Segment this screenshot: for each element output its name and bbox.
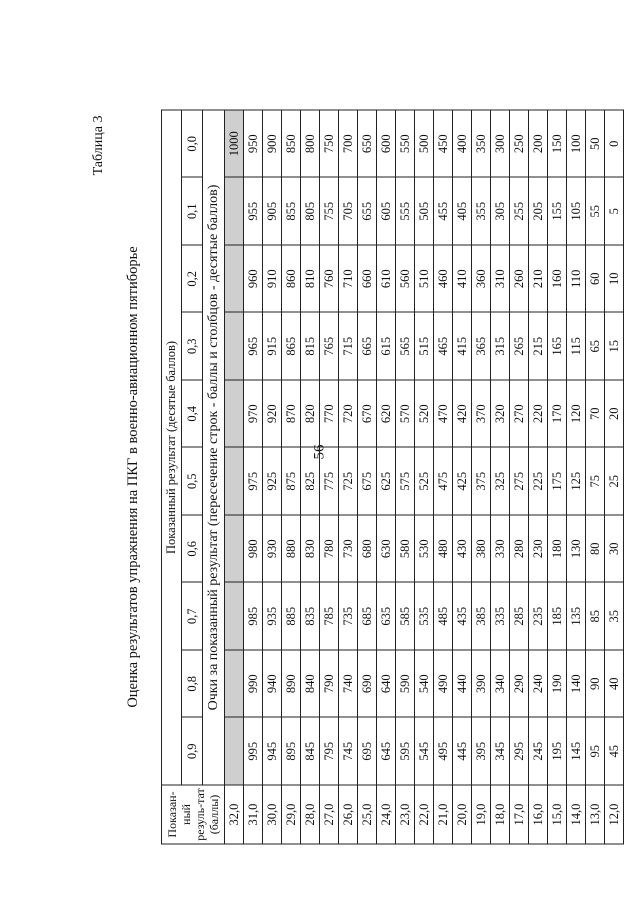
table-cell: 660 bbox=[358, 245, 377, 313]
table-cell: 805 bbox=[301, 178, 320, 246]
table-cell: 340 bbox=[491, 650, 510, 718]
table-cell: 620 bbox=[377, 380, 396, 448]
table-cell: 780 bbox=[320, 515, 339, 583]
table-cell: 675 bbox=[358, 448, 377, 516]
table-cell: 1000 bbox=[225, 110, 244, 178]
row-label: 20,0 bbox=[453, 785, 472, 844]
table-cell: 120 bbox=[567, 380, 586, 448]
table-cell: 835 bbox=[301, 583, 320, 651]
table-cell: 400 bbox=[453, 110, 472, 178]
table-cell bbox=[225, 650, 244, 718]
table-cell: 985 bbox=[244, 583, 263, 651]
table-row bbox=[320, 110, 339, 844]
row-label: 23,0 bbox=[396, 785, 415, 844]
decimal-column-header: 0,1 bbox=[182, 178, 203, 246]
table-cell: 370 bbox=[472, 380, 491, 448]
row-label: 27,0 bbox=[320, 785, 339, 844]
table-cell: 140 bbox=[567, 650, 586, 718]
table-cell: 750 bbox=[320, 110, 339, 178]
table-cell: 330 bbox=[491, 515, 510, 583]
row-label: 26,0 bbox=[339, 785, 358, 844]
table-row bbox=[434, 110, 453, 844]
table-cell: 10 bbox=[605, 245, 624, 313]
table-cell: 770 bbox=[320, 380, 339, 448]
table-cell: 575 bbox=[396, 448, 415, 516]
table-cell: 605 bbox=[377, 178, 396, 246]
table-cell: 790 bbox=[320, 650, 339, 718]
table-cell: 40 bbox=[605, 650, 624, 718]
row-label: 18,0 bbox=[491, 785, 510, 844]
table-cell: 460 bbox=[434, 245, 453, 313]
row-label: 15,0 bbox=[548, 785, 567, 844]
table-row bbox=[605, 110, 624, 844]
table-cell: 925 bbox=[263, 448, 282, 516]
table-cell: 690 bbox=[358, 650, 377, 718]
table-cell: 570 bbox=[396, 380, 415, 448]
row-label: 32,0 bbox=[225, 785, 244, 844]
row-label: 17,0 bbox=[510, 785, 529, 844]
table-cell: 80 bbox=[586, 515, 605, 583]
table-cell: 840 bbox=[301, 650, 320, 718]
table-cell: 820 bbox=[301, 380, 320, 448]
table-cell: 380 bbox=[472, 515, 491, 583]
table-cell: 420 bbox=[453, 380, 472, 448]
row-label: 22,0 bbox=[415, 785, 434, 844]
table-cell bbox=[225, 313, 244, 381]
table-cell: 35 bbox=[605, 583, 624, 651]
table-cell: 435 bbox=[453, 583, 472, 651]
table-cell: 930 bbox=[263, 515, 282, 583]
table-cell: 15 bbox=[605, 313, 624, 381]
table-cell: 960 bbox=[244, 245, 263, 313]
table-cell: 625 bbox=[377, 448, 396, 516]
table-cell bbox=[225, 718, 244, 786]
table-cell: 465 bbox=[434, 313, 453, 381]
table-cell: 895 bbox=[282, 718, 301, 786]
row-label: 14,0 bbox=[567, 785, 586, 844]
table-cell: 285 bbox=[510, 583, 529, 651]
table-cell: 980 bbox=[244, 515, 263, 583]
table-cell: 0 bbox=[605, 110, 624, 178]
table-cell: 150 bbox=[548, 110, 567, 178]
table-cell: 160 bbox=[548, 245, 567, 313]
row-label: 13,0 bbox=[586, 785, 605, 844]
page-number: 56 bbox=[311, 444, 328, 460]
table-cell: 515 bbox=[415, 313, 434, 381]
table-row bbox=[472, 110, 491, 844]
table-cell: 280 bbox=[510, 515, 529, 583]
table-cell: 640 bbox=[377, 650, 396, 718]
table-cell: 590 bbox=[396, 650, 415, 718]
table-row bbox=[453, 110, 472, 844]
table-cell: 965 bbox=[244, 313, 263, 381]
table-cell: 650 bbox=[358, 110, 377, 178]
table-cell: 50 bbox=[586, 110, 605, 178]
table-cell: 920 bbox=[263, 380, 282, 448]
table-cell: 235 bbox=[529, 583, 548, 651]
decimal-header: Показанный результат (десятые баллов) bbox=[162, 110, 182, 785]
table-cell: 630 bbox=[377, 515, 396, 583]
table-cell: 940 bbox=[263, 650, 282, 718]
table-cell: 510 bbox=[415, 245, 434, 313]
table-row bbox=[377, 110, 396, 844]
table-cell: 395 bbox=[472, 718, 491, 786]
table-cell: 655 bbox=[358, 178, 377, 246]
table-cell: 250 bbox=[510, 110, 529, 178]
table-cell: 880 bbox=[282, 515, 301, 583]
table-cell: 810 bbox=[301, 245, 320, 313]
table-cell: 720 bbox=[339, 380, 358, 448]
table-cell: 115 bbox=[567, 313, 586, 381]
table-cell: 365 bbox=[472, 313, 491, 381]
table-cell: 860 bbox=[282, 245, 301, 313]
table-cell: 75 bbox=[586, 448, 605, 516]
table-cell: 595 bbox=[396, 718, 415, 786]
table-row bbox=[491, 110, 510, 844]
table-cell: 100 bbox=[567, 110, 586, 178]
table-cell: 210 bbox=[529, 245, 548, 313]
table-body bbox=[225, 110, 624, 844]
decimal-column-header: 0,3 bbox=[182, 313, 203, 381]
table-cell: 130 bbox=[567, 515, 586, 583]
table-cell: 555 bbox=[396, 178, 415, 246]
table-cell: 290 bbox=[510, 650, 529, 718]
table-cell: 485 bbox=[434, 583, 453, 651]
table-cell: 470 bbox=[434, 380, 453, 448]
table-cell: 715 bbox=[339, 313, 358, 381]
table-cell: 755 bbox=[320, 178, 339, 246]
table-cell: 995 bbox=[244, 718, 263, 786]
table-cell: 300 bbox=[491, 110, 510, 178]
table-cell: 220 bbox=[529, 380, 548, 448]
row-label: 24,0 bbox=[377, 785, 396, 844]
table-cell: 105 bbox=[567, 178, 586, 246]
table-cell: 935 bbox=[263, 583, 282, 651]
table-cell: 700 bbox=[339, 110, 358, 178]
table-cell: 445 bbox=[453, 718, 472, 786]
table-row bbox=[586, 110, 605, 844]
table-cell: 505 bbox=[415, 178, 434, 246]
row-label: 25,0 bbox=[358, 785, 377, 844]
table-cell: 410 bbox=[453, 245, 472, 313]
table-cell: 345 bbox=[491, 718, 510, 786]
table-cell: 870 bbox=[282, 380, 301, 448]
table-cell: 520 bbox=[415, 380, 434, 448]
table-cell: 170 bbox=[548, 380, 567, 448]
table-cell: 440 bbox=[453, 650, 472, 718]
row-label: 21,0 bbox=[434, 785, 453, 844]
table-cell: 890 bbox=[282, 650, 301, 718]
table-cell: 275 bbox=[510, 448, 529, 516]
rotated-page-content bbox=[91, 110, 621, 845]
table-row bbox=[567, 110, 586, 844]
corner-header: Показан-ный резуль-тат (баллы) bbox=[162, 785, 225, 844]
table-cell: 560 bbox=[396, 245, 415, 313]
table-cell: 740 bbox=[339, 650, 358, 718]
table-cell: 710 bbox=[339, 245, 358, 313]
table-cell: 85 bbox=[586, 583, 605, 651]
table-cell: 405 bbox=[453, 178, 472, 246]
table-cell: 705 bbox=[339, 178, 358, 246]
decimal-column-header: 0,2 bbox=[182, 245, 203, 313]
table-cell bbox=[225, 583, 244, 651]
table-cell: 255 bbox=[510, 178, 529, 246]
table-cell: 175 bbox=[548, 448, 567, 516]
table-cell: 270 bbox=[510, 380, 529, 448]
table-cell: 350 bbox=[472, 110, 491, 178]
table-cell: 265 bbox=[510, 313, 529, 381]
table-cell: 200 bbox=[529, 110, 548, 178]
table-cell: 500 bbox=[415, 110, 434, 178]
table-row bbox=[415, 110, 434, 844]
table-cell: 765 bbox=[320, 313, 339, 381]
table-title: Оценка результатов упражнения на ПКГ в военно-авиационном пятиборье bbox=[125, 246, 141, 708]
table-cell: 360 bbox=[472, 245, 491, 313]
table-cell: 90 bbox=[586, 650, 605, 718]
table-cell: 25 bbox=[605, 448, 624, 516]
table-cell: 320 bbox=[491, 380, 510, 448]
table-cell: 845 bbox=[301, 718, 320, 786]
table-cell: 190 bbox=[548, 650, 567, 718]
decimal-column-header: 0,5 bbox=[182, 448, 203, 516]
points-caption: Очки за показанный результат (пересечение строк - баллы и столбцов - десятые баллов) bbox=[203, 110, 225, 785]
decimal-column-header: 0,6 bbox=[182, 515, 203, 583]
table-cell: 205 bbox=[529, 178, 548, 246]
table-cell: 450 bbox=[434, 110, 453, 178]
table-cell: 45 bbox=[605, 718, 624, 786]
table-cell: 850 bbox=[282, 110, 301, 178]
table-cell: 540 bbox=[415, 650, 434, 718]
table-cell: 305 bbox=[491, 178, 510, 246]
table-cell: 585 bbox=[396, 583, 415, 651]
table-cell: 490 bbox=[434, 650, 453, 718]
table-cell: 600 bbox=[377, 110, 396, 178]
table-cell: 230 bbox=[529, 515, 548, 583]
table-label: Таблица 3 bbox=[91, 115, 106, 176]
table-cell: 875 bbox=[282, 448, 301, 516]
table-cell: 945 bbox=[263, 718, 282, 786]
table-cell: 145 bbox=[567, 718, 586, 786]
table-cell: 415 bbox=[453, 313, 472, 381]
table-cell: 240 bbox=[529, 650, 548, 718]
table-cell: 815 bbox=[301, 313, 320, 381]
table-cell: 135 bbox=[567, 583, 586, 651]
table-cell: 5 bbox=[605, 178, 624, 246]
table-cell: 475 bbox=[434, 448, 453, 516]
table-cell: 910 bbox=[263, 245, 282, 313]
table-cell bbox=[225, 380, 244, 448]
table-cell bbox=[225, 448, 244, 516]
table-cell: 155 bbox=[548, 178, 567, 246]
table-cell: 225 bbox=[529, 448, 548, 516]
table-cell: 610 bbox=[377, 245, 396, 313]
table-cell: 885 bbox=[282, 583, 301, 651]
table-cell: 680 bbox=[358, 515, 377, 583]
table-row bbox=[263, 110, 282, 844]
decimal-columns-row bbox=[182, 110, 203, 844]
table-cell: 245 bbox=[529, 718, 548, 786]
table-cell: 635 bbox=[377, 583, 396, 651]
table-cell: 825 bbox=[301, 448, 320, 516]
decimal-column-header: 0,7 bbox=[182, 583, 203, 651]
table-cell: 900 bbox=[263, 110, 282, 178]
table-cell bbox=[225, 245, 244, 313]
table-cell: 645 bbox=[377, 718, 396, 786]
row-label: 29,0 bbox=[282, 785, 301, 844]
table-cell: 125 bbox=[567, 448, 586, 516]
table-cell: 855 bbox=[282, 178, 301, 246]
table-cell: 195 bbox=[548, 718, 567, 786]
table-cell: 950 bbox=[244, 110, 263, 178]
table-cell: 970 bbox=[244, 380, 263, 448]
table-cell: 725 bbox=[339, 448, 358, 516]
decimal-column-header: 0,9 bbox=[182, 718, 203, 786]
table-cell: 70 bbox=[586, 380, 605, 448]
table-cell: 695 bbox=[358, 718, 377, 786]
table-cell: 315 bbox=[491, 313, 510, 381]
table-row bbox=[301, 110, 320, 844]
table-cell: 915 bbox=[263, 313, 282, 381]
table-cell: 65 bbox=[586, 313, 605, 381]
table-cell: 430 bbox=[453, 515, 472, 583]
table-cell: 185 bbox=[548, 583, 567, 651]
table-cell: 975 bbox=[244, 448, 263, 516]
table-cell: 580 bbox=[396, 515, 415, 583]
table-cell bbox=[225, 178, 244, 246]
table-cell: 905 bbox=[263, 178, 282, 246]
table-cell: 760 bbox=[320, 245, 339, 313]
table-row bbox=[529, 110, 548, 844]
table-cell: 355 bbox=[472, 178, 491, 246]
table-cell: 785 bbox=[320, 583, 339, 651]
table-cell: 325 bbox=[491, 448, 510, 516]
row-label: 12,0 bbox=[605, 785, 624, 844]
row-label: 31,0 bbox=[244, 785, 263, 844]
table-cell: 830 bbox=[301, 515, 320, 583]
table-cell: 455 bbox=[434, 178, 453, 246]
table-cell bbox=[225, 515, 244, 583]
table-cell: 215 bbox=[529, 313, 548, 381]
decimal-column-header: 0,0 bbox=[182, 110, 203, 178]
table-row bbox=[396, 110, 415, 844]
table-row bbox=[282, 110, 301, 844]
table-cell: 535 bbox=[415, 583, 434, 651]
table-cell: 385 bbox=[472, 583, 491, 651]
table-row bbox=[358, 110, 377, 844]
table-cell: 795 bbox=[320, 718, 339, 786]
table-cell: 990 bbox=[244, 650, 263, 718]
table-cell: 745 bbox=[339, 718, 358, 786]
decimal-column-header: 0,8 bbox=[182, 650, 203, 718]
table-cell: 800 bbox=[301, 110, 320, 178]
table-cell: 165 bbox=[548, 313, 567, 381]
table-cell: 775 bbox=[320, 448, 339, 516]
table-cell: 260 bbox=[510, 245, 529, 313]
table-cell: 425 bbox=[453, 448, 472, 516]
table-cell: 865 bbox=[282, 313, 301, 381]
table-cell: 685 bbox=[358, 583, 377, 651]
decimal-column-header: 0,4 bbox=[182, 380, 203, 448]
row-label: 16,0 bbox=[529, 785, 548, 844]
table-cell: 60 bbox=[586, 245, 605, 313]
table-cell: 525 bbox=[415, 448, 434, 516]
table-row bbox=[339, 110, 358, 844]
table-cell: 30 bbox=[605, 515, 624, 583]
table-row bbox=[244, 110, 263, 844]
table-cell: 615 bbox=[377, 313, 396, 381]
table-cell: 335 bbox=[491, 583, 510, 651]
table-cell: 95 bbox=[586, 718, 605, 786]
table-cell: 730 bbox=[339, 515, 358, 583]
table-cell: 545 bbox=[415, 718, 434, 786]
table-cell: 565 bbox=[396, 313, 415, 381]
table-row bbox=[225, 110, 244, 844]
row-label: 28,0 bbox=[301, 785, 320, 844]
row-label: 30,0 bbox=[263, 785, 282, 844]
table-cell: 295 bbox=[510, 718, 529, 786]
table-cell: 495 bbox=[434, 718, 453, 786]
table-cell: 390 bbox=[472, 650, 491, 718]
table-cell: 955 bbox=[244, 178, 263, 246]
table-cell: 530 bbox=[415, 515, 434, 583]
table-cell: 735 bbox=[339, 583, 358, 651]
table-cell: 670 bbox=[358, 380, 377, 448]
table-cell: 180 bbox=[548, 515, 567, 583]
table-cell: 480 bbox=[434, 515, 453, 583]
row-label: 19,0 bbox=[472, 785, 491, 844]
scoring-table bbox=[161, 110, 624, 845]
table-cell: 110 bbox=[567, 245, 586, 313]
table-cell: 310 bbox=[491, 245, 510, 313]
table-row bbox=[548, 110, 567, 844]
table-cell: 20 bbox=[605, 380, 624, 448]
table-cell: 665 bbox=[358, 313, 377, 381]
table-cell: 55 bbox=[586, 178, 605, 246]
table-row bbox=[510, 110, 529, 844]
table-cell: 375 bbox=[472, 448, 491, 516]
table-cell: 550 bbox=[396, 110, 415, 178]
